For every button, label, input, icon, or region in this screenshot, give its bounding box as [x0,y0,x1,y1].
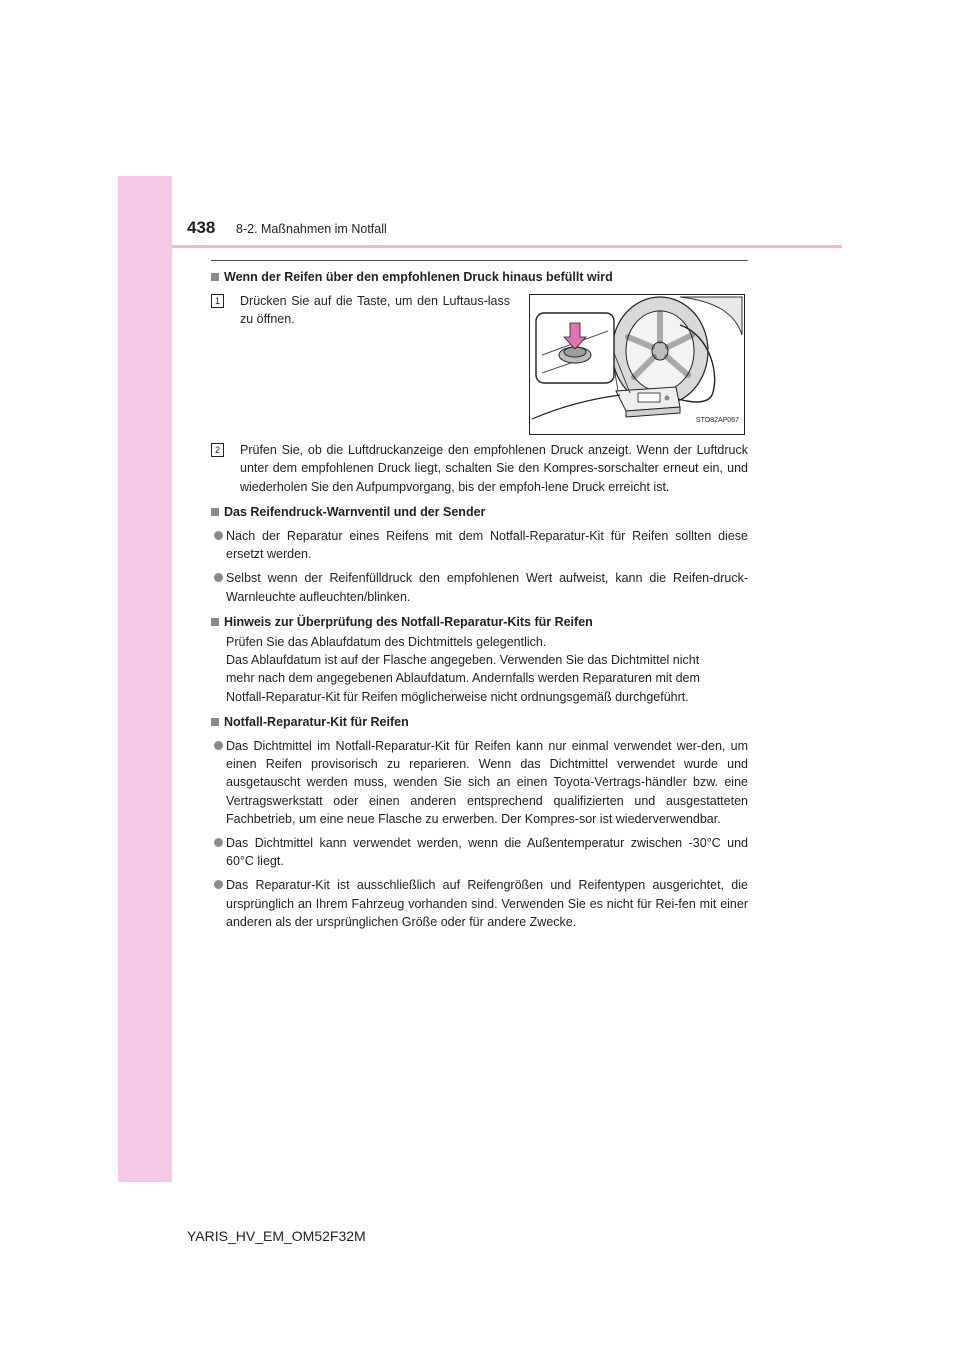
kit-bullet-1: Das Dichtmittel im Notfall-Reparatur-Kit für Reifen kann nur einmal verwendet wer-den, um einen Reifen provisorisch zu reparieren. Wenn das Dichtmittel verwendet wurde und ausgetauscht werden muss, wenden Sie sich an einen Toyota-Vertrags-händler bzw. eine Vertragswerkstatt oder einen anderen entsprechend qualifizierten und ausgestatteten Fachbetrieb, um eine neue Flasche zu erwerben. Der Kompres-sor ist wiederverwendbar. [211,737,748,828]
heading-square-marker [211,718,219,726]
page-content [211,268,748,931]
valve-bullet-2: Selbst wenn der Reifenfülldruck den empfohlenen Wert aufweist, kann die Reifen-druck-Warnleuchte aufleuchten/blinken. [211,569,748,605]
check-line-4: Notfall-Reparatur-Kit für Reifen möglicherweise nicht ordnungsgemäß durchgeführt. [226,689,689,704]
page-number: 438 [187,218,216,237]
compressor-illustration [529,294,745,435]
check-line-2: Das Ablaufdatum ist auf der Flasche angegeben. Verwenden Sie das Dichtmittel nicht [226,653,700,668]
step-1-text: Drücken Sie auf die Taste, um den Luftaus-lass zu öffnen. [240,294,510,327]
bullet-dot [214,880,223,889]
heading-square-marker [211,508,219,516]
step-number-2: 2 [211,443,224,457]
step-2-text: Prüfen Sie, ob die Luftdruckanzeige den empfohlenen Druck anzeigt. Wenn der Luftdruck unter dem empfohlenen Druck liegt, schalten Sie den Kompres-sorschalter erneut ein, und wiederholen Sie den Aufpumpvorgang, bis der empfoh-lene Druck erreicht ist. [240,443,748,494]
check-line-3: mehr nach dem angegebenen Ablaufdatum. Andernfalls werden Reparaturen mit dem [226,671,700,686]
header-rule [172,245,842,248]
step-number-1: 1 [211,294,224,308]
content-top-rule [211,260,748,261]
bullet-dot [214,838,223,847]
bullet-dot [214,573,223,582]
step-1 [211,292,748,435]
heading-overinflation: Wenn der Reifen über den empfohlenen Druck hinaus befüllt wird [211,268,748,286]
bullet-dot [214,741,223,750]
document-code: YARIS_HV_EM_OM52F32M [187,1228,366,1244]
heading-check: Hinweis zur Überprüfung des Notfall-Reparatur-Kits für Reifen [211,613,748,631]
figure-code: STO82AP067 [695,417,739,424]
heading-valve: Das Reifendruck-Warnventil und der Sender [211,503,748,521]
section-title: 8-2. Maßnahmen im Notfall [236,222,387,236]
check-line-1: Prüfen Sie das Ablaufdatum des Dichtmittels gelegentlich. [226,635,547,650]
step-2 [211,441,748,496]
check-paragraph [211,633,748,706]
bullet-dot [214,531,223,540]
chapter-side-bar [118,176,172,1182]
kit-bullet-3: Das Reparatur-Kit ist ausschließlich auf Reifengrößen und Reifentypen ausgerichtet, die ursprünglich an Ihrem Fahrzeug vorhanden sind. Verwenden Sie es nicht für Rei-fen mit einer anderen als der ursprünglichen Größe oder für andere Zwecke. [211,876,748,931]
heading-square-marker [211,618,219,626]
heading-kit: Notfall-Reparatur-Kit für Reifen [211,713,748,731]
heading-square-marker [211,273,219,281]
kit-bullet-2: Das Dichtmittel kann verwendet werden, wenn die Außentemperatur zwischen -30°C und 60°C liegt. [211,834,748,870]
valve-bullet-1: Nach der Reparatur eines Reifens mit dem Notfall-Reparatur-Kit für Reifen sollten diese ersetzt werden. [211,527,748,563]
